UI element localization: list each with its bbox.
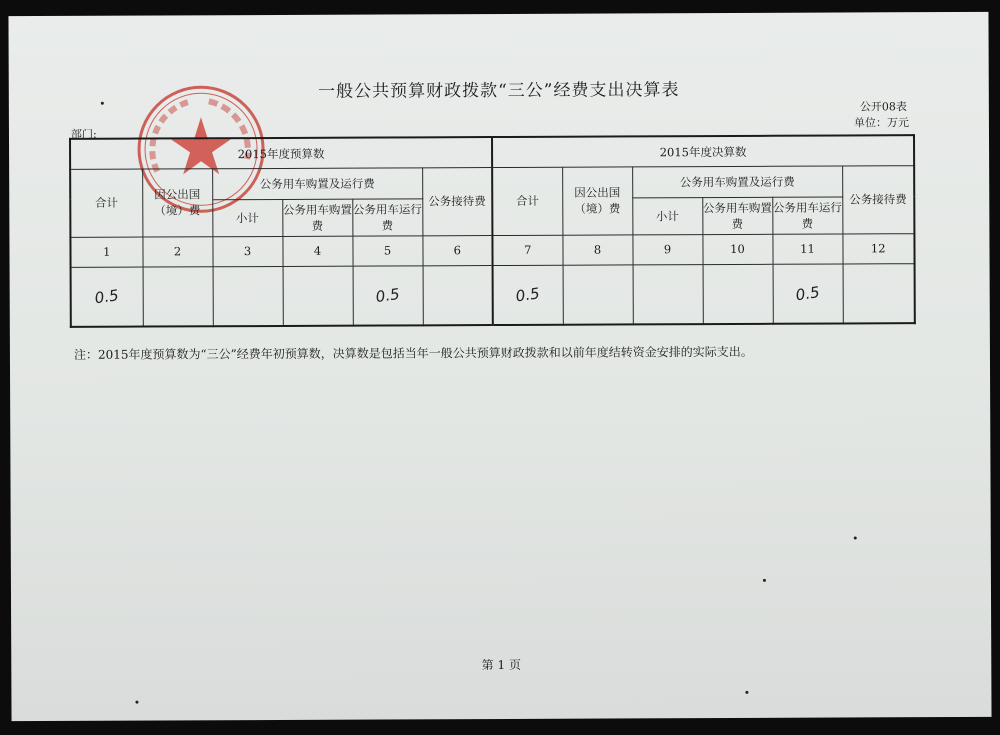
data-cell (71, 267, 143, 327)
paper-speck (745, 691, 748, 694)
budget-subtotal-header: 小计 (212, 199, 282, 236)
col-number: 7 (492, 235, 562, 266)
data-cell (493, 265, 563, 325)
budget-vehicle-operation-header: 公务用车运行费 (352, 199, 422, 236)
data-cell (633, 265, 703, 325)
footnote: 注：2015年度预算数为“三公”经费年初预算数，决算数是包括当年一般公共预算财政拨款和以前年度结转资金安排的实际支出。 (73, 344, 753, 362)
department-label-text: 部门: (70, 127, 97, 141)
final-total-header: 合计 (492, 167, 562, 235)
column-number-row (70, 233, 914, 267)
final-subtotal-header: 小计 (632, 197, 702, 234)
handwritten-value: 0.5 (374, 284, 401, 306)
data-cell (143, 267, 213, 327)
final-vehicle-purchase-header: 公务用车购置费 (702, 197, 772, 234)
expense-table (69, 134, 916, 328)
paper-speck (854, 536, 857, 539)
unit-label: 单位：万元 (853, 116, 909, 130)
col-number: 9 (632, 234, 702, 265)
data-cell (283, 266, 353, 326)
data-cell (213, 267, 283, 327)
col-number: 11 (772, 234, 842, 265)
final-vehicle-operation-header: 公务用车运行费 (772, 197, 842, 234)
col-number: 6 (422, 235, 492, 266)
header-row-group (70, 135, 914, 169)
page-number: 第 1 页 (481, 657, 521, 673)
handwritten-value: 0.5 (794, 282, 821, 304)
col-number: 10 (702, 234, 772, 265)
document-page (8, 12, 991, 721)
data-cell (423, 266, 493, 326)
col-number: 1 (70, 237, 142, 268)
data-cell (563, 265, 633, 325)
budget-group-header: 2015年度预算数 (70, 137, 492, 169)
header-row-2 (70, 166, 914, 200)
data-cell (773, 264, 843, 324)
budget-vehicle-purchase-header: 公务用车购置费 (282, 199, 352, 236)
col-number: 4 (282, 236, 352, 267)
form-number: 公开08表 (859, 100, 907, 114)
paper-speck (101, 102, 104, 105)
page-title: 一般公共预算财政拨款“三公”经费支出决算表 (318, 80, 680, 102)
handwritten-value: 0.5 (514, 283, 542, 306)
budget-vehicle-group-header: 公务用车购置及运行费 (212, 168, 422, 200)
handwritten-value: 0.5 (93, 285, 121, 307)
final-vehicle-group-header: 公务用车购置及运行费 (632, 166, 842, 198)
col-number: 2 (142, 236, 212, 267)
budget-abroad-header: 因公出国（境）费 (142, 169, 212, 237)
budget-reception-header: 公务接待费 (422, 168, 492, 236)
col-number: 5 (352, 235, 422, 266)
paper-speck (763, 579, 766, 582)
data-row (71, 264, 915, 327)
data-cell (353, 266, 423, 326)
col-number: 3 (212, 236, 282, 267)
data-cell (703, 265, 773, 325)
budget-total-header: 合计 (70, 169, 142, 237)
col-number: 8 (562, 234, 632, 265)
final-abroad-header: 因公出国（境）费 (562, 167, 632, 235)
data-cell (843, 264, 915, 324)
final-group-header: 2015年度决算数 (492, 135, 914, 167)
col-number: 12 (842, 233, 914, 264)
paper-speck (135, 701, 138, 704)
final-reception-header: 公务接待费 (842, 166, 914, 234)
